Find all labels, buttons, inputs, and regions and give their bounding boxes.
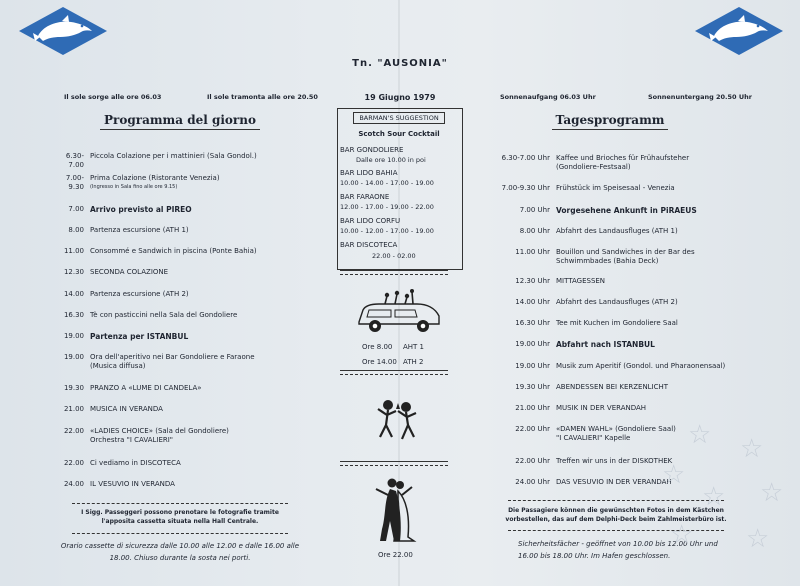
- dolphin-logo-icon: [18, 6, 108, 56]
- right-photo-note: Die Passagiere können die gewünschten Fotos in dem Kästchen vorbestellen, das auf dem Delphi-Deck beim Zahlmeisterbüro ist.: [505, 507, 727, 523]
- bar-name: BAR DISCOTECA: [340, 241, 398, 249]
- tour-time: Ore 14.00: [362, 358, 397, 366]
- right-safe-hours: Sicherheitsfächer - geöffnet von 10.00 bis 12.00 Uhr und 16.00 bis 18.00 Uhr. Im Hafen geschlossen.: [518, 540, 718, 560]
- left-safe-hours: Orario cassette di sicurezza dalle 10.00 alle 12.00 e dalle 16.00 alle 18.00. Chiuso durante la sosta nei porti.: [60, 542, 300, 562]
- right-title: Tagesprogramm: [500, 113, 720, 127]
- bar-name: BAR FARAONE: [340, 193, 390, 201]
- bar-name: BAR LIDO CORFU: [340, 217, 401, 225]
- drinking-figures-icon: [372, 395, 422, 445]
- bar-name: BAR LIDO BAHIA: [340, 169, 398, 177]
- bar-hours: 12.00 - 17.00 - 19.00 - 22.00: [340, 203, 434, 211]
- dancing-couple-icon: [370, 475, 420, 547]
- bar-name: BAR GONDOLIERE: [340, 146, 404, 154]
- dolphin-logo-icon: [694, 6, 784, 56]
- bar-hours: Dalle ore 10.00 in poi: [356, 156, 426, 164]
- sunrise-de: Sonnenaufgang 06.03 Uhr: [500, 93, 596, 101]
- watermark-stars-icon: ☆ ☆ ☆ ☆ ☆ ☆ ☆: [662, 420, 784, 554]
- center-divider: [340, 465, 448, 466]
- sunset-it: Il sole tramonta alle ore 20.50: [207, 93, 318, 101]
- bus-illustration-icon: [355, 288, 443, 336]
- dance-time: Ore 22.00: [378, 551, 413, 559]
- program-date: 19 Giugno 1979: [364, 93, 436, 102]
- barman-box-title: BARMAN'S SUGGESTION: [353, 112, 445, 124]
- sunset-de: Sonnenuntergang 20.50 Uhr: [648, 93, 752, 101]
- sunrise-it: Il sole sorge alle ore 06.03: [64, 93, 162, 101]
- left-photo-note: I Sigg. Passeggeri possono prenotare le fotografie tramite l'apposita cassetta situata nella Hall Centrale.: [81, 509, 279, 525]
- bar-hours: 10.00 - 14.00 - 17.00 - 19.00: [340, 179, 434, 187]
- center-divider: [340, 274, 448, 275]
- center-divider: [340, 461, 448, 462]
- tour-code: ATH 2: [403, 358, 424, 366]
- ship-name: Tn. "AUSONIA": [352, 58, 448, 69]
- center-divider: [340, 370, 448, 371]
- tour-code: AHT 1: [403, 343, 425, 351]
- bar-hours: 10.00 - 12.00 - 17.00 - 19.00: [340, 227, 434, 235]
- left-divider-bottom: [72, 533, 288, 534]
- center-divider: [340, 270, 448, 271]
- bar-hours: 22.00 - 02.00: [372, 252, 416, 260]
- cocktail-name: Scotch Sour Cocktail: [358, 130, 440, 138]
- left-title: Programma del giorno: [60, 113, 300, 127]
- center-divider: [340, 374, 448, 375]
- left-divider-top: [72, 503, 288, 504]
- tour-time: Ore 8.00: [362, 343, 393, 351]
